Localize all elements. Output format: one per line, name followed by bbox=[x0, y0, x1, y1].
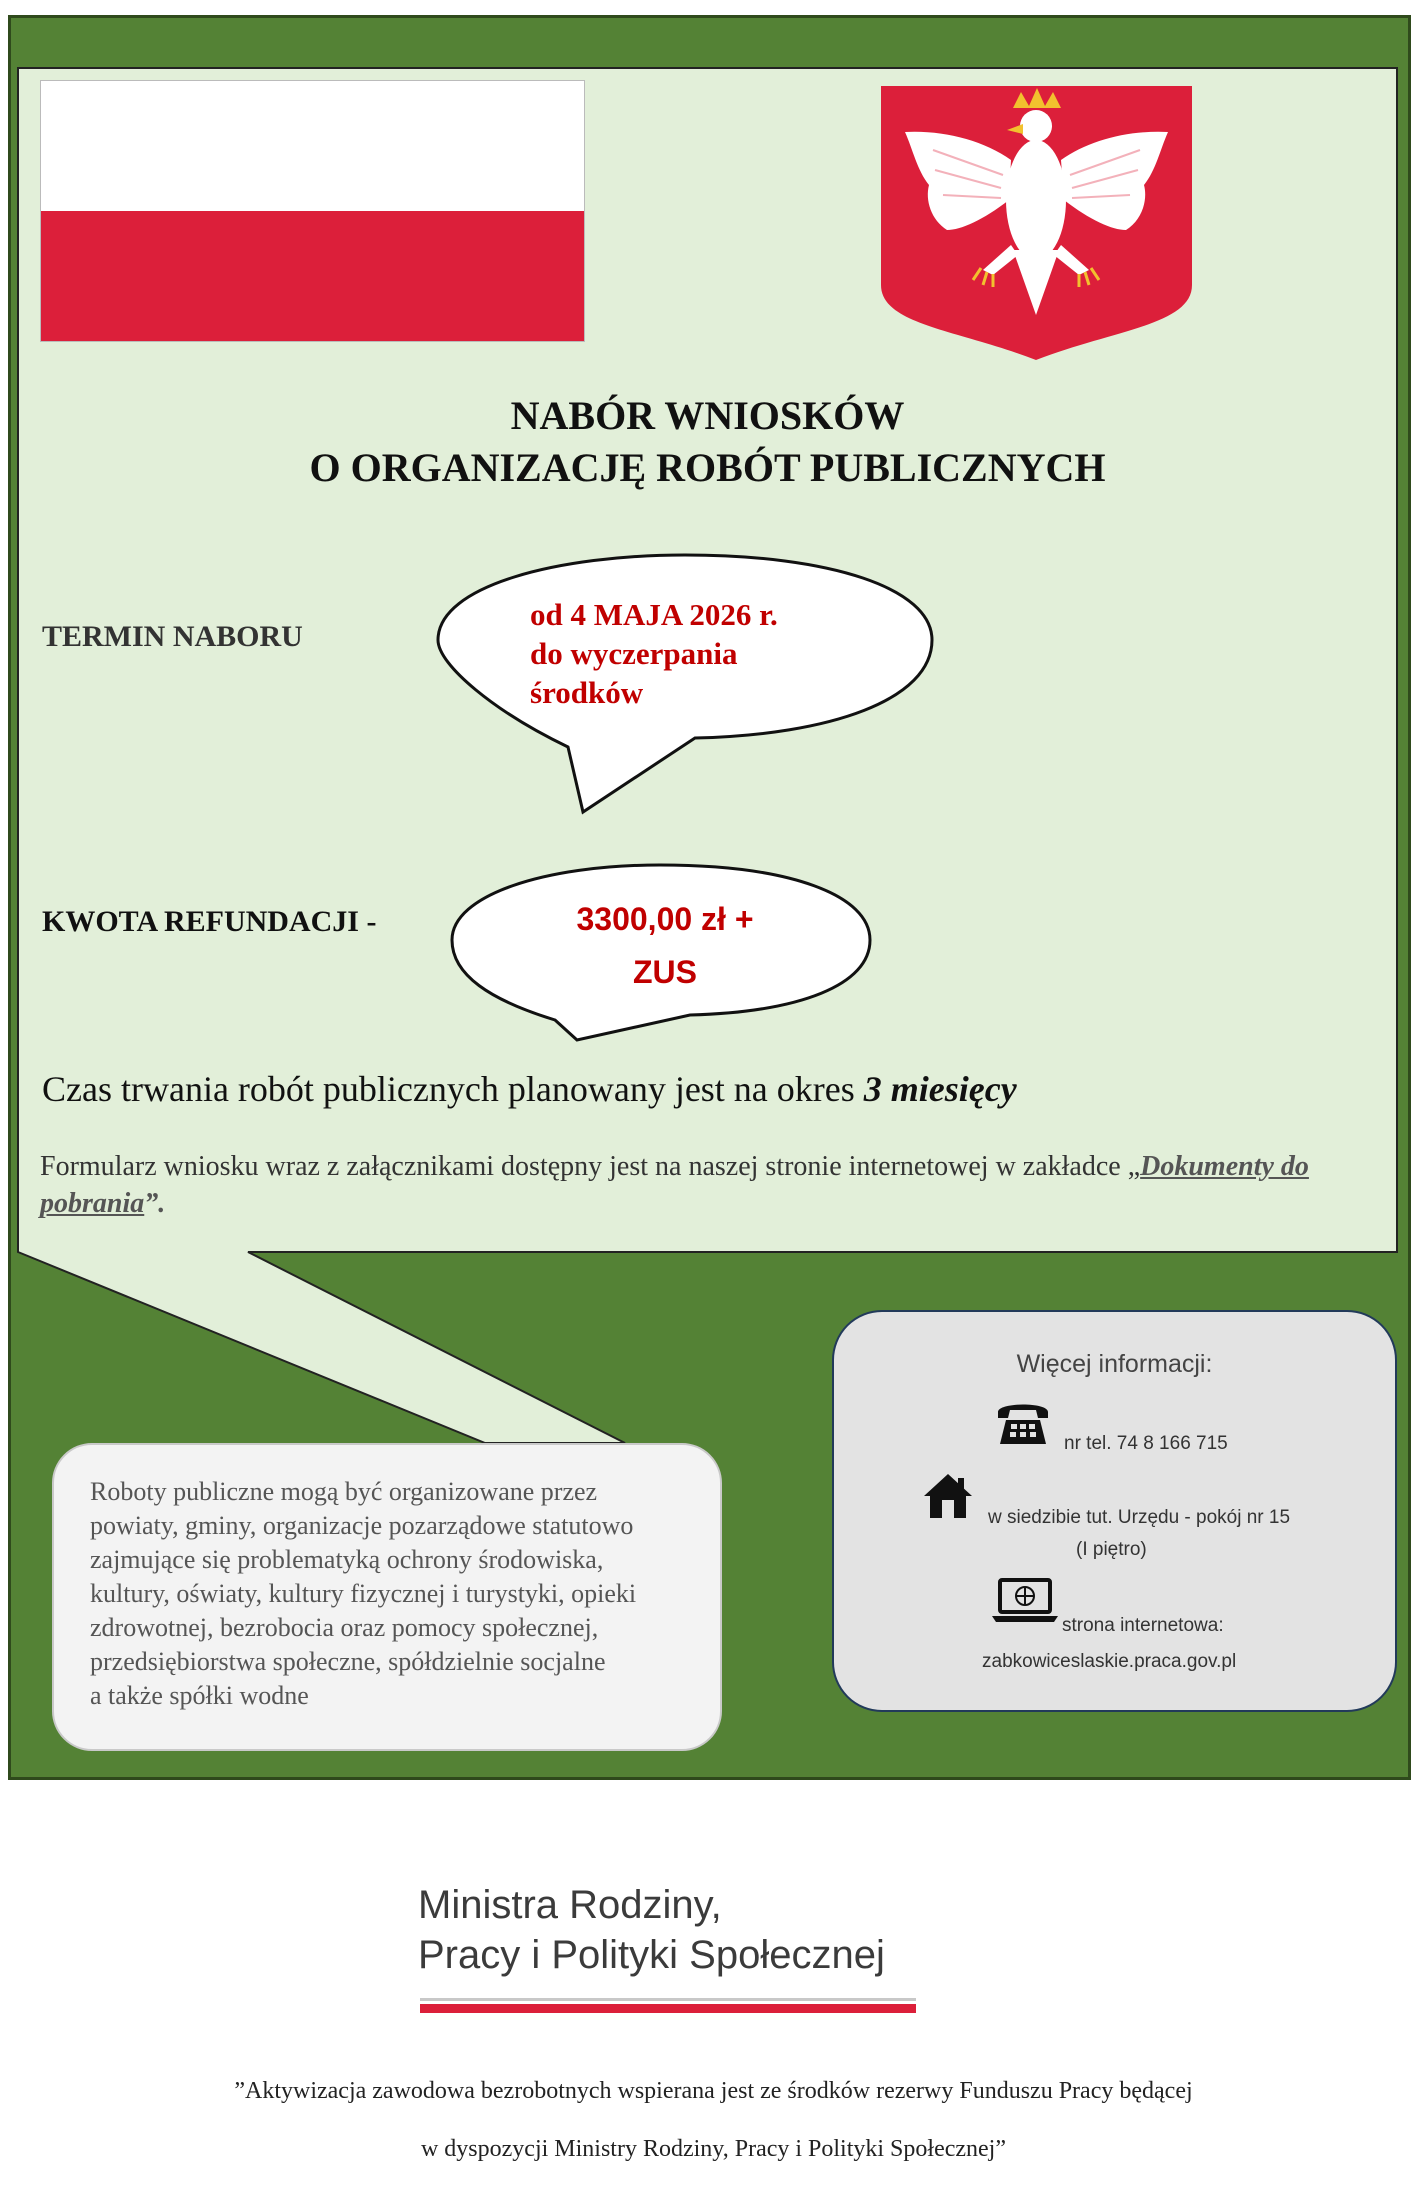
title-line-2: O ORGANIZACJĘ ROBÓT PUBLICZNYCH bbox=[309, 445, 1106, 490]
kwota-label: KWOTA REFUNDACJI - bbox=[42, 905, 377, 938]
ministry-line-2: Pracy i Polityki Społecznej bbox=[418, 1933, 885, 1977]
contact-office-line-2: (I piętro) bbox=[1076, 1539, 1147, 1560]
termin-line-1: od 4 MAJA 2026 r. bbox=[530, 597, 778, 632]
organizers-line: Roboty publiczne mogą być organizowane przez bbox=[90, 1477, 598, 1506]
organizers-line: kultury, oświaty, kultury fizycznej i turystyki, opieki bbox=[90, 1579, 637, 1608]
termin-line-2: do wyczerpania bbox=[530, 636, 738, 671]
page-title bbox=[40, 390, 1375, 494]
ministry-logo-red-bar bbox=[420, 2004, 916, 2013]
contact-web-label: strona internetowa: bbox=[1062, 1615, 1224, 1636]
kwota-line-1: 3300,00 zł + bbox=[576, 901, 754, 937]
house-icon bbox=[922, 1472, 974, 1520]
organizers-box bbox=[52, 1443, 722, 1751]
telephone-icon bbox=[996, 1398, 1050, 1446]
form-info-text: Formularz wniosku wraz z załącznikami dostępny jest na naszej stronie internetowej w zakładce „ bbox=[40, 1151, 1141, 1182]
organizers-line: przedsiębiorstwa społeczne, spółdzielnie socjalne bbox=[90, 1647, 606, 1676]
form-info-end: ”. bbox=[144, 1188, 166, 1219]
ministry-line-1: Ministra Rodziny, bbox=[418, 1883, 722, 1927]
organizers-line: a także spółki wodne bbox=[90, 1681, 309, 1710]
organizers-line: zajmujące się problematyką ochrony środowiska, bbox=[90, 1545, 604, 1574]
contact-box bbox=[832, 1310, 1397, 1712]
contact-web-url[interactable]: zabkowiceslaskie.praca.gov.pl bbox=[982, 1651, 1237, 1672]
contact-title: Więcej informacji: bbox=[1016, 1350, 1213, 1378]
duration-emphasis: 3 miesięcy bbox=[863, 1069, 1017, 1109]
organizers-line: powiaty, gminy, organizacje pozarządowe statutowo bbox=[90, 1511, 634, 1540]
eagle-emblem-icon bbox=[873, 80, 1200, 362]
footer-line-2: w dyspozycji Ministry Rodziny, Pracy i Polityki Społecznej” bbox=[420, 2136, 1007, 2162]
kwota-line-2: ZUS bbox=[633, 954, 697, 990]
laptop-icon bbox=[992, 1578, 1058, 1624]
duration-main: Czas trwania robót publicznych planowany jest na okres bbox=[42, 1069, 864, 1109]
ministry-logo-gray-bar bbox=[420, 1998, 916, 2001]
kwota-value bbox=[530, 893, 800, 999]
contact-office-line-1: w siedzibie tut. Urzędu - pokój nr 15 bbox=[988, 1507, 1291, 1528]
flag-white-stripe bbox=[41, 81, 584, 211]
termin-line-3: środków bbox=[530, 675, 644, 710]
polish-flag bbox=[40, 80, 585, 342]
form-info bbox=[40, 1148, 1380, 1222]
footer-line-1: ”Aktywizacja zawodowa bezrobotnych wspierana jest ze środków rezerwy Funduszu Pracy będącej bbox=[234, 2078, 1193, 2104]
termin-value bbox=[530, 595, 778, 712]
ministry-logo bbox=[418, 1880, 885, 1980]
title-line-1: NABÓR WNIOSKÓW bbox=[510, 393, 905, 438]
documents-link[interactable]: Dokumenty do pobrania bbox=[40, 1151, 1309, 1219]
organizers-line: zdrowotnej, bezrobocia oraz pomocy społecznej, bbox=[90, 1613, 599, 1642]
duration-text bbox=[42, 1068, 1017, 1110]
termin-label: TERMIN NABORU bbox=[42, 620, 303, 653]
contact-phone: nr tel. 74 8 166 715 bbox=[1064, 1433, 1228, 1454]
flag-red-stripe bbox=[41, 211, 584, 341]
